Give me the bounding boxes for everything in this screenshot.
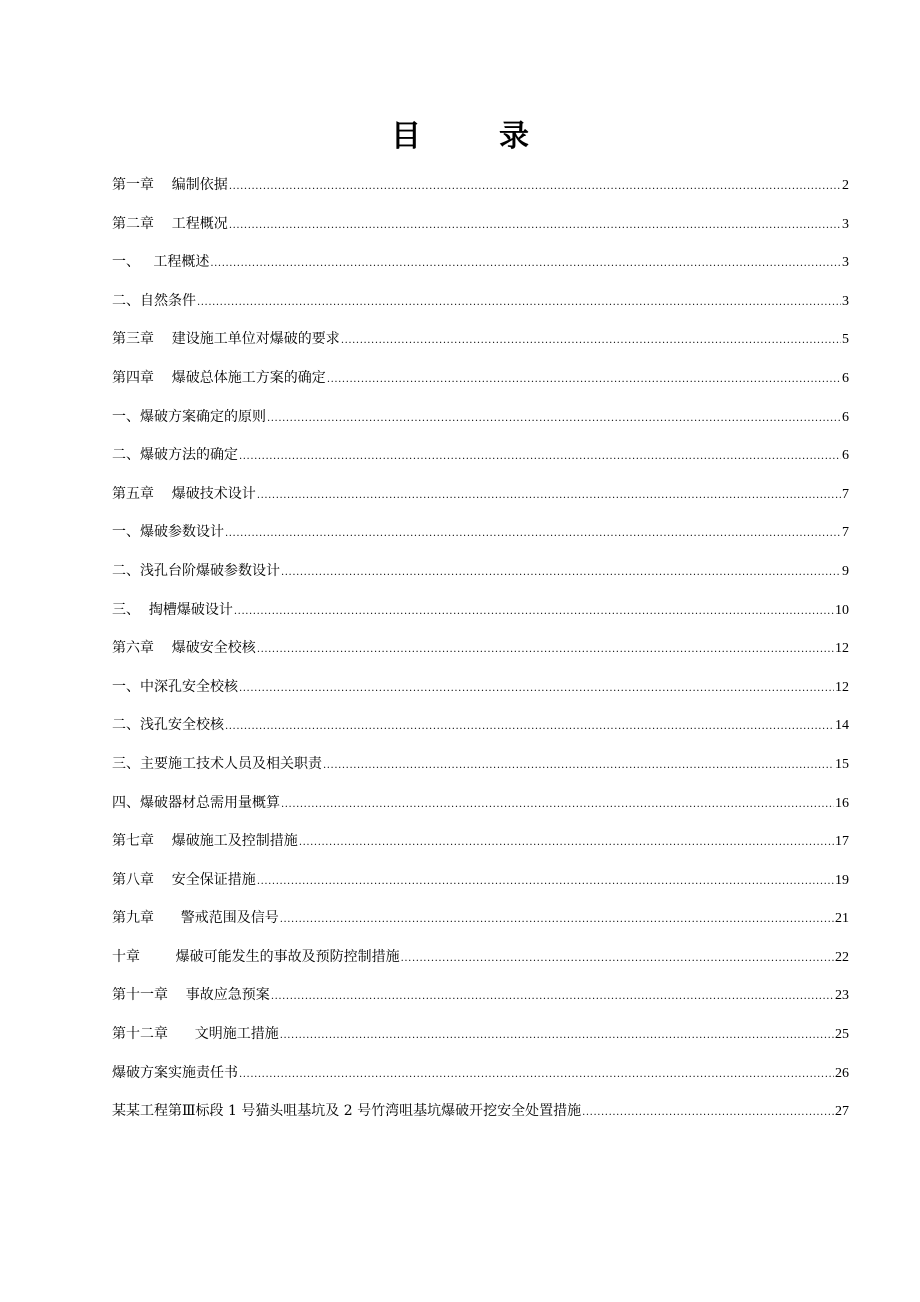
toc-entry[interactable] (112, 243, 849, 282)
toc-entry-page-number: 3 (842, 255, 849, 271)
toc-entry[interactable] (112, 591, 849, 630)
toc-entry-page-number: 10 (835, 602, 849, 618)
toc-dot-leader (239, 668, 834, 709)
toc-entry[interactable] (112, 629, 849, 668)
toc-entry[interactable] (112, 822, 849, 861)
toc-entry[interactable] (112, 1092, 849, 1131)
toc-entry-label: 一、中深孔安全校核 (112, 678, 238, 695)
toc-dot-leader (257, 629, 834, 670)
table-of-contents (112, 166, 849, 1131)
toc-entry[interactable] (112, 938, 849, 977)
toc-entry-label: 第七章 爆破施工及控制措施 (112, 833, 298, 850)
toc-entry[interactable] (112, 205, 849, 244)
toc-dot-leader (280, 1015, 834, 1056)
toc-entry-page-number: 21 (835, 911, 849, 927)
toc-entry-page-number: 5 (842, 332, 849, 348)
toc-dot-leader (239, 436, 841, 477)
toc-entry-page-number: 19 (835, 872, 849, 888)
toc-dot-leader (229, 205, 841, 246)
toc-entry-page-number: 26 (835, 1065, 849, 1081)
toc-dot-leader (323, 745, 834, 786)
toc-dot-leader (197, 282, 841, 323)
toc-entry[interactable] (112, 1054, 849, 1093)
toc-dot-leader (280, 899, 834, 940)
toc-dot-leader (299, 822, 834, 863)
toc-dot-leader (401, 938, 834, 979)
toc-entry-page-number: 23 (835, 988, 849, 1004)
toc-entry[interactable] (112, 398, 849, 437)
toc-entry[interactable] (112, 475, 849, 514)
toc-entry-label: 第八章 安全保证措施 (112, 871, 256, 888)
toc-dot-leader (341, 320, 841, 361)
title-char-1: 目 (391, 119, 421, 154)
toc-entry[interactable] (112, 1015, 849, 1054)
toc-entry-label: 第六章 爆破安全校核 (112, 640, 256, 657)
toc-entry[interactable] (112, 436, 849, 475)
toc-entry[interactable] (112, 552, 849, 591)
toc-entry-label: 二、浅孔台阶爆破参数设计 (112, 562, 280, 579)
toc-dot-leader (225, 513, 841, 554)
toc-entry-page-number: 14 (835, 718, 849, 734)
toc-dot-leader (327, 359, 841, 400)
toc-entry-label: 三、主要施工技术人员及相关职责 (112, 755, 322, 772)
toc-entry-page-number: 2 (842, 178, 849, 193)
toc-entry-page-number: 22 (835, 949, 849, 965)
toc-entry-label: 三、 掏槽爆破设计 (112, 601, 233, 618)
toc-entry[interactable] (112, 976, 849, 1015)
toc-dot-leader (281, 784, 834, 825)
toc-entry-label: 一、爆破参数设计 (112, 524, 224, 541)
toc-entry[interactable] (112, 706, 849, 745)
toc-entry-label: 二、浅孔安全校核 (112, 717, 224, 734)
toc-entry-page-number: 6 (842, 370, 849, 386)
toc-entry[interactable] (112, 861, 849, 900)
toc-entry-label: 二、自然条件 (112, 292, 196, 309)
toc-entry-label: 二、爆破方法的确定 (112, 447, 238, 464)
toc-entry-page-number: 3 (842, 216, 849, 232)
toc-entry[interactable] (112, 359, 849, 398)
toc-entry-page-number: 6 (842, 448, 849, 464)
toc-entry[interactable] (112, 668, 849, 707)
page-title (0, 112, 920, 162)
toc-entry-label: 第十二章 文明施工措施 (112, 1026, 279, 1043)
toc-dot-leader (257, 861, 834, 902)
toc-dot-leader (582, 1092, 834, 1133)
toc-dot-leader (229, 166, 841, 207)
toc-dot-leader (239, 1054, 834, 1095)
toc-entry-page-number: 12 (835, 679, 849, 695)
title-char-2: 录 (499, 119, 529, 154)
toc-entry[interactable] (112, 899, 849, 938)
toc-entry[interactable] (112, 320, 849, 359)
toc-entry-label: 四、爆破器材总需用量概算 (112, 794, 280, 811)
toc-entry-page-number: 6 (842, 409, 849, 425)
toc-entry[interactable] (112, 745, 849, 784)
toc-entry-label: 一、 工程概述 (112, 254, 210, 271)
toc-entry-label: 第九章 警戒范围及信号 (112, 910, 279, 927)
toc-entry[interactable] (112, 166, 849, 205)
toc-entry-page-number: 9 (842, 563, 849, 579)
toc-entry-label: 第二章 工程概况 (112, 215, 228, 232)
toc-entry[interactable] (112, 784, 849, 823)
toc-entry-label: 十章 爆破可能发生的事故及预防控制措施 (112, 948, 400, 965)
toc-entry-page-number: 7 (842, 486, 849, 502)
toc-entry-page-number: 3 (842, 293, 849, 309)
toc-dot-leader (225, 706, 834, 747)
toc-entry[interactable] (112, 282, 849, 321)
toc-dot-leader (267, 398, 841, 439)
toc-entry[interactable] (112, 513, 849, 552)
toc-entry-label: 第十一章 事故应急预案 (112, 987, 270, 1004)
toc-entry-label: 第四章 爆破总体施工方案的确定 (112, 369, 326, 386)
toc-entry-page-number: 17 (835, 834, 849, 850)
toc-dot-leader (234, 591, 834, 632)
toc-dot-leader (271, 976, 834, 1017)
toc-dot-leader (257, 475, 841, 516)
toc-entry-label: 某某工程第Ⅲ标段 1 号猫头咀基坑及 2 号竹湾咀基坑爆破开挖安全处置措施 (112, 1103, 582, 1120)
toc-entry-page-number: 15 (835, 756, 849, 772)
toc-entry-page-number: 16 (835, 795, 849, 811)
toc-entry-page-number: 27 (835, 1104, 849, 1120)
toc-entry-page-number: 12 (835, 641, 849, 657)
toc-entry-label: 第一章 编制依据 (112, 177, 228, 193)
toc-dot-leader (210, 243, 841, 284)
toc-entry-label: 一、爆破方案确定的原则 (112, 408, 266, 425)
toc-entry-page-number: 7 (842, 525, 849, 541)
toc-entry-label: 爆破方案实施责任书 (112, 1064, 238, 1081)
toc-entry-label: 第三章 建设施工单位对爆破的要求 (112, 331, 340, 348)
toc-dot-leader (281, 552, 841, 593)
toc-entry-page-number: 25 (835, 1027, 849, 1043)
toc-entry-label: 第五章 爆破技术设计 (112, 485, 256, 502)
